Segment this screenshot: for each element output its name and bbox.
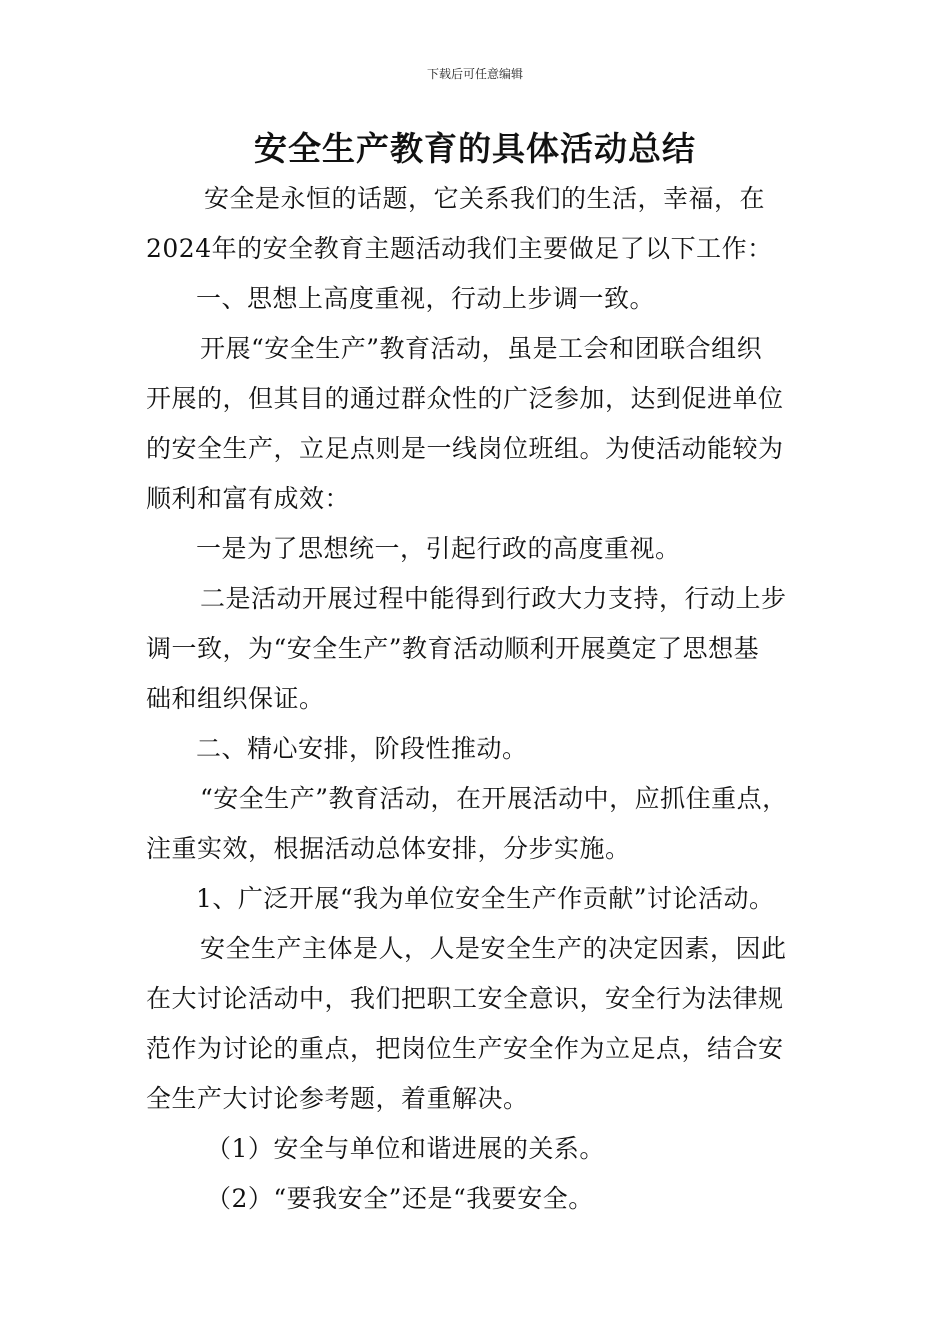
paragraph-line: 安全生产主体是人，人是安全生产的决定因素，因此 <box>200 934 787 963</box>
section-heading: 一、思想上高度重视，行动上步调一致。 <box>196 284 656 313</box>
paragraph-line: 注重实效，根据活动总体安排，分步实施。 <box>146 834 631 863</box>
paragraph-line: 二是活动开展过程中能得到行政大力支持，行动上步 <box>200 584 787 613</box>
paragraph-line: 顺利和富有成效： <box>146 484 351 513</box>
paragraph-line: 范作为讨论的重点，把岗位生产安全作为立足点，结合安 <box>146 1034 784 1063</box>
subsection-heading: 1、广泛开展“我为单位安全生产作贡献”讨论活动。 <box>196 884 775 913</box>
paragraph-line: 调一致，为“安全生产”教育活动顺利开展奠定了思想基 <box>146 634 760 663</box>
paragraph-line: “安全生产”教育活动，在开展活动中，应抓住重点， <box>200 784 788 813</box>
document-title: 安全生产教育的具体活动总结 <box>254 129 696 168</box>
list-item: （1）安全与单位和谐进展的关系。 <box>206 1134 605 1163</box>
section-heading: 二、精心安排，阶段性推动。 <box>196 734 528 763</box>
paragraph-line: 一是为了思想统一，引起行政的高度重视。 <box>196 534 681 563</box>
paragraph-line: 开展“安全生产”教育活动，虽是工会和团联合组织 <box>200 334 763 363</box>
list-item: （2）“要我安全”还是“我要安全。 <box>206 1184 594 1213</box>
document-body <box>146 174 836 1224</box>
paragraph-line: 的安全生产，立足点则是一线岗位班组。为使活动能较为 <box>146 434 784 463</box>
paragraph-line: 安全是永恒的话题，它关系我们的生活，幸福，在 <box>204 184 766 213</box>
header-note: 下载后可任意编辑 <box>426 67 523 81</box>
paragraph-line: 开展的，但其目的通过群众性的广泛参加，达到促进单位 <box>146 384 784 413</box>
paragraph-line: 础和组织保证。 <box>146 684 325 713</box>
paragraph-line: 全生产大讨论参考题，着重解决。 <box>146 1084 529 1113</box>
paragraph-line: 在大讨论活动中，我们把职工安全意识，安全行为法律规 <box>146 984 784 1013</box>
paragraph-line: 2024年的安全教育主题活动我们主要做足了以下工作： <box>146 234 773 263</box>
